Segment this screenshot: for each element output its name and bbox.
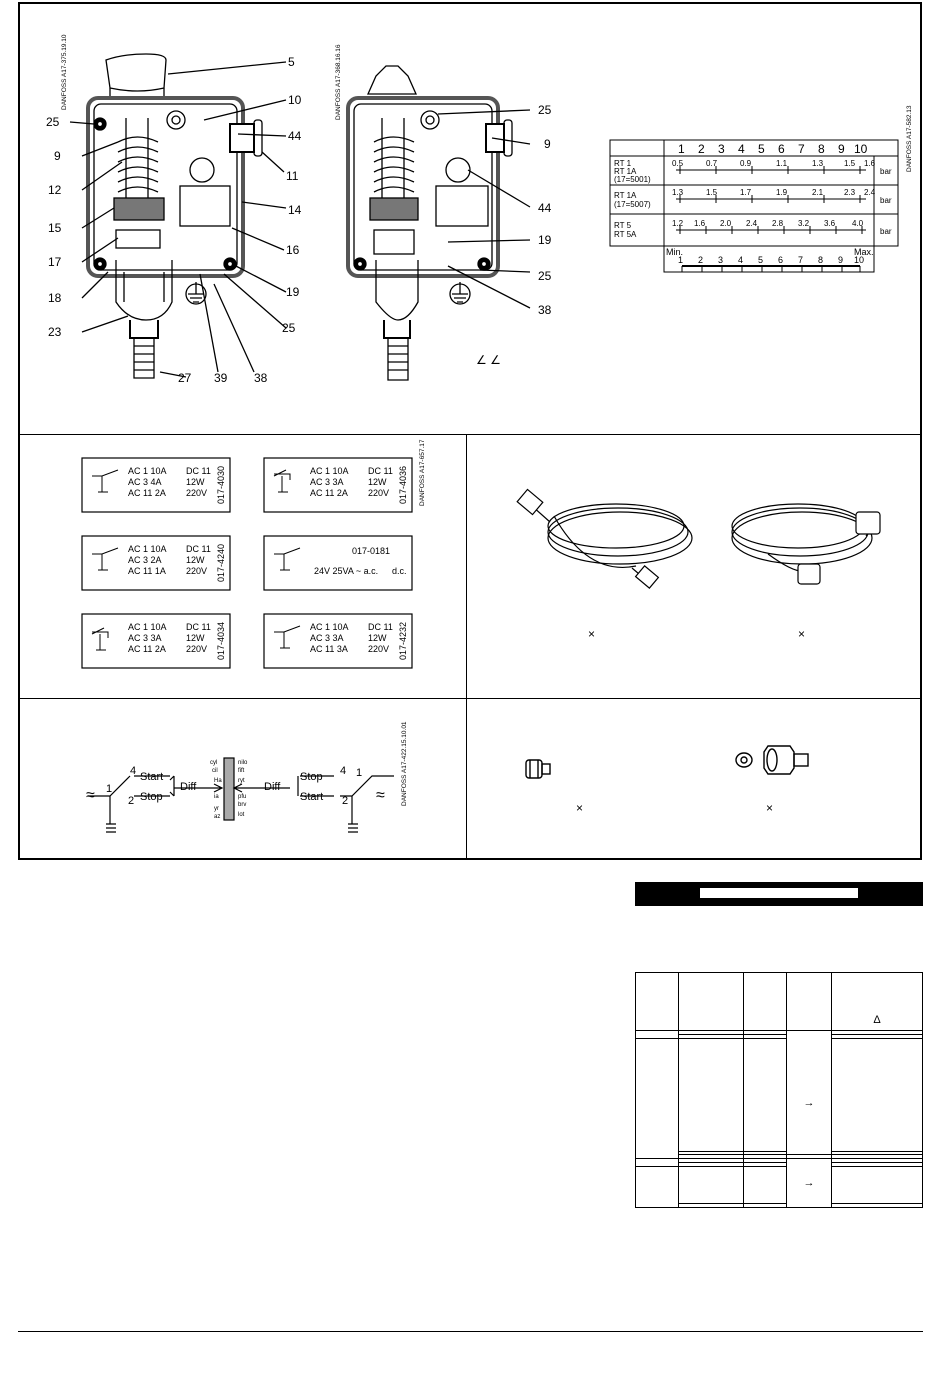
footer-rule bbox=[18, 1331, 923, 1332]
capillary-mark-1: × bbox=[588, 627, 596, 641]
svg-text:Diff: Diff bbox=[264, 781, 281, 793]
svg-text:pfu: pfu bbox=[238, 794, 247, 800]
svg-text:8: 8 bbox=[818, 255, 824, 265]
svg-text:12W: 12W bbox=[186, 477, 205, 487]
svg-text:1.5: 1.5 bbox=[844, 159, 856, 168]
svg-text:14: 14 bbox=[288, 203, 302, 217]
svg-text:11: 11 bbox=[286, 169, 299, 183]
switch-label-1 bbox=[128, 466, 226, 504]
svg-text:AC 3 2A: AC 3 2A bbox=[128, 555, 162, 565]
svg-text:15: 15 bbox=[48, 221, 62, 235]
svg-text:9: 9 bbox=[838, 255, 844, 265]
svg-text:RT 5: RT 5 bbox=[614, 221, 632, 230]
svg-text:cyl: cyl bbox=[210, 760, 218, 766]
svg-text:1.2: 1.2 bbox=[672, 219, 684, 228]
svg-text:23: 23 bbox=[48, 325, 62, 339]
svg-text:38: 38 bbox=[538, 303, 552, 317]
svg-text:Ha: Ha bbox=[214, 778, 222, 784]
svg-text:5: 5 bbox=[288, 55, 295, 69]
scale-header bbox=[678, 142, 868, 156]
svg-text:10: 10 bbox=[854, 142, 868, 156]
svg-text:9: 9 bbox=[54, 149, 61, 163]
svg-text:az: az bbox=[214, 814, 221, 820]
svg-text:220V: 220V bbox=[186, 488, 208, 498]
svg-text:1.3: 1.3 bbox=[672, 188, 684, 197]
svg-text:DC 11: DC 11 bbox=[186, 544, 211, 554]
svg-text:8: 8 bbox=[818, 142, 825, 156]
svg-text:25: 25 bbox=[538, 269, 552, 283]
svg-text:1: 1 bbox=[678, 142, 685, 156]
svg-text:Max.: Max. bbox=[854, 247, 874, 257]
svg-text:9: 9 bbox=[838, 142, 845, 156]
svg-text:1.3: 1.3 bbox=[812, 159, 824, 168]
svg-text:Start: Start bbox=[140, 771, 164, 783]
svg-text:6: 6 bbox=[778, 255, 784, 265]
svg-text:RT 1A: RT 1A bbox=[614, 167, 637, 176]
svg-text:017-4034: 017-4034 bbox=[216, 621, 226, 660]
svg-text:220V: 220V bbox=[368, 488, 390, 498]
svg-text:017-4030: 017-4030 bbox=[216, 465, 226, 504]
svg-text:DC 11: DC 11 bbox=[186, 622, 211, 632]
svg-text:2.3: 2.3 bbox=[844, 188, 856, 197]
svg-text:4: 4 bbox=[738, 255, 744, 265]
svg-text:0.7: 0.7 bbox=[706, 159, 718, 168]
svg-text:1.1: 1.1 bbox=[776, 159, 788, 168]
svg-text:1.7: 1.7 bbox=[740, 188, 752, 197]
svg-text:Stop: Stop bbox=[140, 791, 163, 803]
adapter-mark-1: × bbox=[576, 801, 584, 815]
svg-text:017-0181: 017-0181 bbox=[352, 546, 391, 556]
capillary-mark-2: × bbox=[798, 627, 806, 641]
svg-text:6: 6 bbox=[778, 142, 785, 156]
svg-text:017-4036: 017-4036 bbox=[398, 465, 408, 504]
svg-text:nilo: nilo bbox=[238, 760, 248, 766]
svg-text:19: 19 bbox=[538, 233, 552, 247]
spec-table bbox=[635, 972, 923, 1208]
svg-text:AC 3 4A: AC 3 4A bbox=[128, 477, 162, 487]
svg-text:1: 1 bbox=[356, 767, 363, 779]
pressure-switch-drawings bbox=[18, 2, 922, 434]
middle-callouts bbox=[538, 103, 552, 317]
svg-text:ia: ia bbox=[214, 794, 219, 800]
svg-text:Diff: Diff bbox=[180, 781, 197, 793]
svg-text:(17=5001): (17=5001) bbox=[614, 175, 651, 184]
svg-text:AC 3 3A: AC 3 3A bbox=[128, 633, 162, 643]
svg-text:Min.: Min. bbox=[666, 247, 684, 257]
svg-text:1.6: 1.6 bbox=[694, 219, 706, 228]
svg-text:220V: 220V bbox=[368, 644, 390, 654]
svg-text:10: 10 bbox=[288, 93, 302, 107]
svg-text:fift: fift bbox=[238, 768, 245, 774]
svg-text:2.4: 2.4 bbox=[864, 188, 876, 197]
svg-text:4: 4 bbox=[130, 765, 137, 777]
svg-text:Stop: Stop bbox=[300, 771, 323, 783]
svg-text:brv: brv bbox=[238, 802, 247, 808]
svg-text:DC 11: DC 11 bbox=[368, 466, 393, 476]
svg-text:AC 1 10A: AC 1 10A bbox=[310, 466, 349, 476]
svg-text:25: 25 bbox=[46, 115, 60, 129]
svg-text:17: 17 bbox=[48, 255, 62, 269]
svg-text:AC 11 2A: AC 11 2A bbox=[128, 644, 166, 654]
svg-text:1.6: 1.6 bbox=[864, 159, 876, 168]
scale-models bbox=[614, 159, 651, 239]
delta-symbol: Δ bbox=[873, 1014, 881, 1026]
switch-label-6 bbox=[310, 622, 408, 660]
svg-text:017-4232: 017-4232 bbox=[398, 621, 408, 660]
svg-text:0.5: 0.5 bbox=[672, 159, 684, 168]
svg-text:5: 5 bbox=[758, 255, 764, 265]
svg-text:3: 3 bbox=[718, 142, 725, 156]
svg-text:AC 1 10A: AC 1 10A bbox=[128, 466, 167, 476]
heading-bar-label-box bbox=[700, 888, 858, 898]
adapters bbox=[468, 700, 922, 858]
svg-text:2.0: 2.0 bbox=[720, 219, 732, 228]
svg-text:lot: lot bbox=[238, 812, 245, 818]
svg-text:bar: bar bbox=[880, 227, 892, 236]
ac-symbol-left: ≈ bbox=[86, 787, 95, 804]
svg-text:2: 2 bbox=[342, 795, 349, 807]
svg-text:3.6: 3.6 bbox=[824, 219, 836, 228]
svg-text:AC 3 3A: AC 3 3A bbox=[310, 633, 344, 643]
code-diagram: DANFOSS A17-422.15.10.01 bbox=[401, 721, 408, 806]
divider-1 bbox=[18, 434, 922, 435]
switch-label-4 bbox=[314, 546, 407, 576]
svg-text:4.0: 4.0 bbox=[852, 219, 864, 228]
svg-text:12W: 12W bbox=[368, 477, 387, 487]
svg-text:RT 5A: RT 5A bbox=[614, 230, 637, 239]
svg-text:AC 11 2A: AC 11 2A bbox=[310, 488, 348, 498]
svg-text:1: 1 bbox=[106, 783, 113, 795]
svg-text:10: 10 bbox=[854, 255, 865, 265]
angle-marks: ∠ ∠ bbox=[476, 353, 501, 367]
svg-text:DC 11: DC 11 bbox=[186, 466, 211, 476]
svg-text:220V: 220V bbox=[186, 644, 208, 654]
svg-text:cil: cil bbox=[212, 768, 218, 774]
svg-text:3: 3 bbox=[718, 255, 724, 265]
svg-text:12W: 12W bbox=[368, 633, 387, 643]
svg-text:AC 11 2A: AC 11 2A bbox=[128, 488, 166, 498]
svg-text:(17=5007): (17=5007) bbox=[614, 200, 651, 209]
svg-text:1: 1 bbox=[678, 255, 684, 265]
svg-text:3.2: 3.2 bbox=[798, 219, 810, 228]
code-labels: DANFOSS A17-657.17 bbox=[419, 439, 426, 506]
svg-text:AC 1 10A: AC 1 10A bbox=[128, 544, 167, 554]
svg-text:0.9: 0.9 bbox=[740, 159, 752, 168]
divider-2 bbox=[18, 698, 922, 699]
svg-text:12: 12 bbox=[48, 183, 62, 197]
svg-text:27: 27 bbox=[178, 371, 192, 385]
code-middle: DANFOSS A17-368.16.16 bbox=[335, 44, 342, 120]
switch-label-3 bbox=[128, 544, 226, 582]
divider-vertical bbox=[466, 434, 467, 860]
svg-text:017-4240: 017-4240 bbox=[216, 543, 226, 582]
svg-text:220V: 220V bbox=[186, 566, 208, 576]
svg-text:2: 2 bbox=[698, 142, 705, 156]
svg-text:AC 1 10A: AC 1 10A bbox=[310, 622, 349, 632]
svg-text:16: 16 bbox=[286, 243, 300, 257]
svg-text:RT 1: RT 1 bbox=[614, 159, 632, 168]
svg-text:2: 2 bbox=[698, 255, 704, 265]
svg-text:AC 3 3A: AC 3 3A bbox=[310, 477, 344, 487]
svg-text:7: 7 bbox=[798, 255, 804, 265]
svg-text:9: 9 bbox=[544, 137, 551, 151]
adapter-mark-2: × bbox=[766, 801, 774, 815]
svg-text:2.1: 2.1 bbox=[812, 188, 824, 197]
svg-text:44: 44 bbox=[288, 129, 302, 143]
svg-text:24V 25VA ~ a.c.: 24V 25VA ~ a.c. bbox=[314, 566, 379, 576]
ac-symbol-right: ≈ bbox=[376, 787, 385, 804]
switch-label-5 bbox=[128, 622, 226, 660]
scale-row-values bbox=[672, 159, 892, 236]
svg-text:5: 5 bbox=[758, 142, 765, 156]
svg-text:bar: bar bbox=[880, 196, 892, 205]
svg-text:1.9: 1.9 bbox=[776, 188, 788, 197]
svg-text:12W: 12W bbox=[186, 555, 205, 565]
svg-text:yr: yr bbox=[214, 806, 219, 812]
svg-text:Start: Start bbox=[300, 791, 324, 803]
svg-text:39: 39 bbox=[214, 371, 228, 385]
arrow-2: → bbox=[803, 1177, 815, 1190]
svg-text:2.8: 2.8 bbox=[772, 219, 784, 228]
svg-text:12W: 12W bbox=[186, 633, 205, 643]
svg-text:d.c.: d.c. bbox=[392, 566, 407, 576]
capillary-tubes bbox=[468, 436, 922, 698]
svg-text:AC 1 10A: AC 1 10A bbox=[128, 622, 167, 632]
left-switch-drawing bbox=[70, 54, 286, 378]
svg-text:AC 11 1A: AC 11 1A bbox=[128, 566, 166, 576]
code-left: DANFOSS A17-375.19.10 bbox=[61, 34, 68, 110]
svg-text:2: 2 bbox=[128, 795, 135, 807]
svg-text:ryt: ryt bbox=[238, 778, 245, 784]
svg-text:4: 4 bbox=[340, 765, 347, 777]
svg-text:DC 11: DC 11 bbox=[368, 622, 393, 632]
arrow-1: → bbox=[803, 1096, 815, 1109]
svg-text:4: 4 bbox=[738, 142, 745, 156]
scale-bottom bbox=[666, 247, 874, 265]
svg-text:25: 25 bbox=[538, 103, 552, 117]
svg-text:18: 18 bbox=[48, 291, 62, 305]
svg-text:7: 7 bbox=[798, 142, 805, 156]
wiring-diagram bbox=[18, 700, 466, 858]
svg-text:2.4: 2.4 bbox=[746, 219, 758, 228]
switch-labels bbox=[18, 436, 466, 698]
middle-switch-drawing bbox=[348, 66, 530, 380]
svg-text:1.5: 1.5 bbox=[706, 188, 718, 197]
svg-text:AC 11 3A: AC 11 3A bbox=[310, 644, 348, 654]
code-scale: DANFOSS A17-582.13 bbox=[906, 105, 913, 172]
svg-text:bar: bar bbox=[880, 167, 892, 176]
switch-label-2 bbox=[310, 466, 408, 504]
svg-text:25: 25 bbox=[282, 321, 296, 335]
svg-text:19: 19 bbox=[286, 285, 300, 299]
svg-text:44: 44 bbox=[538, 201, 552, 215]
svg-text:38: 38 bbox=[254, 371, 268, 385]
svg-text:RT 1A: RT 1A bbox=[614, 191, 637, 200]
